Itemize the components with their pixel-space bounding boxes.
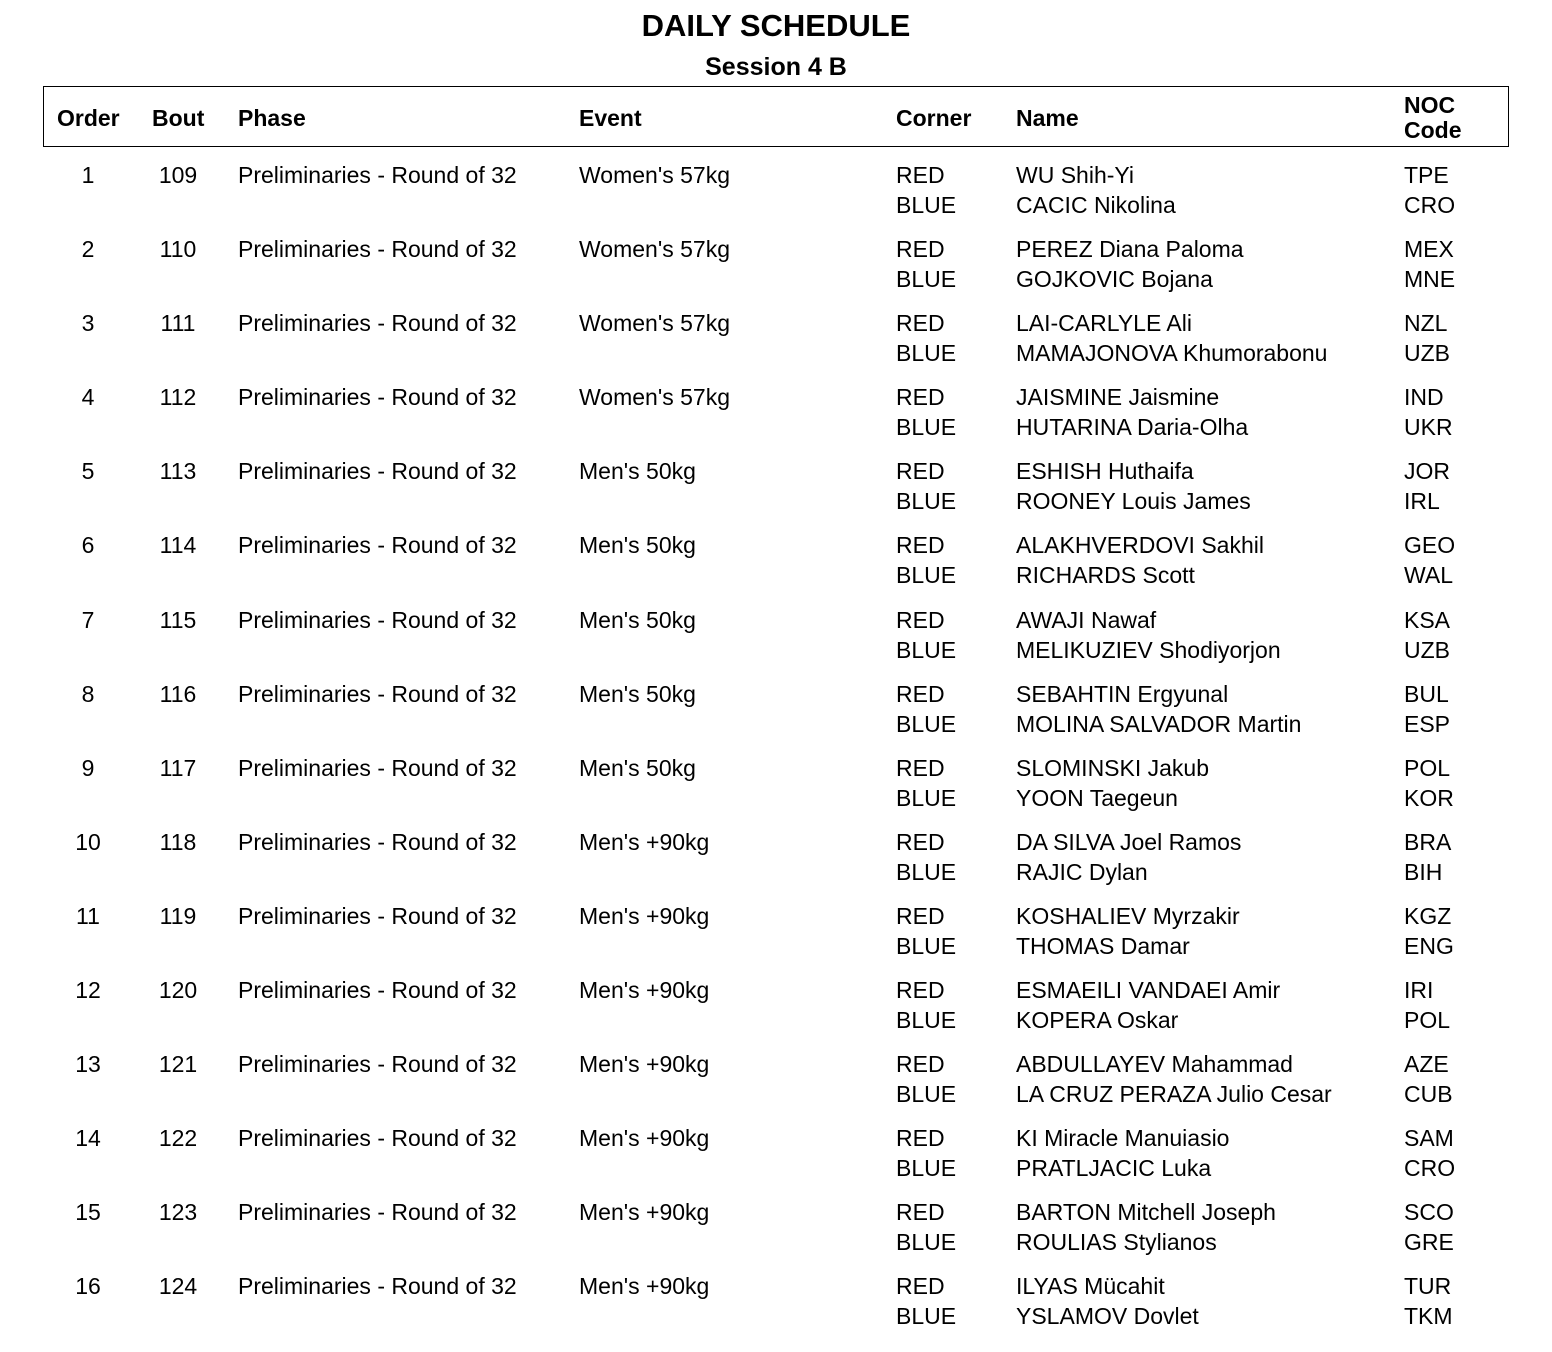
event-cell: Women's 57kg: [579, 162, 730, 188]
red-fighter-name: BARTON Mitchell Joseph: [1016, 1199, 1276, 1226]
event-cell: Men's +90kg: [579, 1051, 710, 1078]
bout-cell: 123: [158, 1199, 198, 1226]
phase-cell: Preliminaries - Round of 32: [238, 1273, 517, 1300]
event-cell: Women's 57kg: [579, 310, 730, 337]
red-corner-label: RED: [896, 754, 945, 781]
blue-fighter-name: GOJKOVIC Bojana: [1016, 266, 1213, 293]
red-noc-code: KGZ: [1404, 902, 1452, 929]
table-row: [0, 234, 1552, 308]
red-fighter-name: SLOMINSKI Jakub: [1016, 754, 1210, 781]
blue-noc-code: ESP: [1404, 710, 1451, 737]
blue-corner-label: BLUE: [896, 636, 957, 663]
bout-cell: 118: [159, 828, 197, 855]
red-corner-label: RED: [896, 828, 945, 855]
order-cell: 10: [75, 828, 101, 855]
table-row: [0, 1271, 1552, 1345]
blue-corner-label: BLUE: [896, 414, 957, 441]
table-row: [0, 901, 1552, 975]
red-corner-label: RED: [896, 1273, 945, 1300]
order-cell: 2: [81, 236, 95, 263]
header-corner: Corner: [896, 105, 972, 131]
phase-cell: Preliminaries - Round of 32: [238, 1125, 517, 1152]
blue-corner-label: BLUE: [896, 858, 957, 885]
table-row: [0, 753, 1552, 827]
phase-cell: Preliminaries - Round of 32: [238, 1199, 517, 1226]
red-fighter-name: WU Shih-Yi: [1016, 162, 1134, 188]
phase-cell: Preliminaries - Round of 32: [238, 384, 517, 411]
red-noc-code: TUR: [1404, 1273, 1452, 1300]
red-corner-label: RED: [896, 384, 945, 411]
phase-cell: Preliminaries - Round of 32: [238, 828, 517, 855]
blue-noc-code: KOR: [1404, 784, 1454, 811]
red-fighter-name: PEREZ Diana Paloma: [1016, 236, 1244, 263]
red-fighter-name: JAISMINE Jaismine: [1016, 384, 1220, 411]
blue-fighter-name: RAJIC Dylan: [1016, 858, 1148, 885]
order-cell: 8: [81, 680, 95, 707]
red-fighter-name: ESMAEILI VANDAEI Amir: [1016, 977, 1281, 1004]
event-cell: Women's 57kg: [579, 384, 730, 411]
table-row: [0, 605, 1552, 679]
table-row: [0, 456, 1552, 530]
bout-cell: 122: [158, 1125, 198, 1152]
phase-cell: Preliminaries - Round of 32: [238, 532, 517, 559]
bout-cell: 121: [158, 1051, 198, 1078]
order-cell: 4: [81, 384, 95, 411]
order-cell: 1: [81, 162, 95, 188]
blue-fighter-name: RICHARDS Scott: [1016, 562, 1195, 589]
event-cell: Men's +90kg: [579, 977, 710, 1004]
header-noc-line2: Code: [1404, 117, 1462, 143]
blue-fighter-name: PRATLJACIC Luka: [1016, 1155, 1212, 1182]
bout-cell: 124: [158, 1273, 198, 1300]
header-name: Name: [1016, 105, 1079, 131]
phase-cell: Preliminaries - Round of 32: [238, 902, 517, 929]
blue-corner-label: BLUE: [896, 784, 957, 811]
table-row: [0, 1197, 1552, 1271]
red-noc-code: POL: [1404, 754, 1451, 781]
order-cell: 12: [75, 977, 101, 1004]
blue-fighter-name: YOON Taegeun: [1016, 784, 1178, 811]
blue-fighter-name: KOPERA Oskar: [1016, 1007, 1179, 1034]
bout-cell: 116: [159, 680, 197, 707]
red-fighter-name: KI Miracle Manuiasio: [1016, 1125, 1230, 1152]
blue-corner-label: BLUE: [896, 710, 957, 737]
red-fighter-name: KOSHALIEV Myrzakir: [1016, 902, 1240, 929]
order-cell: 9: [81, 754, 95, 781]
red-fighter-name: SEBAHTIN Ergyunal: [1016, 680, 1229, 707]
blue-fighter-name: LA CRUZ PERAZA Julio Cesar: [1016, 1081, 1332, 1108]
bout-cell: 110: [159, 236, 197, 263]
phase-cell: Preliminaries - Round of 32: [238, 606, 517, 633]
phase-cell: Preliminaries - Round of 32: [238, 754, 517, 781]
red-corner-label: RED: [896, 606, 945, 633]
phase-cell: Preliminaries - Round of 32: [238, 1051, 517, 1078]
order-cell: 15: [75, 1199, 101, 1226]
blue-fighter-name: ROULIAS Stylianos: [1016, 1229, 1217, 1256]
table-row: [0, 1049, 1552, 1123]
phase-cell: Preliminaries - Round of 32: [238, 458, 517, 485]
blue-corner-label: BLUE: [896, 1229, 957, 1256]
event-cell: Men's 50kg: [579, 458, 696, 485]
red-corner-label: RED: [896, 680, 945, 707]
table-row: [0, 308, 1552, 382]
red-corner-label: RED: [896, 977, 945, 1004]
red-noc-code: BUL: [1404, 680, 1449, 707]
blue-corner-label: BLUE: [896, 1155, 957, 1182]
order-cell: 13: [75, 1051, 101, 1078]
red-corner-label: RED: [896, 310, 945, 337]
session-subtitle: Session 4 B: [705, 53, 847, 81]
red-noc-code: NZL: [1404, 310, 1448, 337]
red-noc-code: SAM: [1404, 1125, 1454, 1152]
table-row: [0, 1123, 1552, 1197]
order-cell: 16: [75, 1273, 101, 1300]
blue-corner-label: BLUE: [896, 1303, 957, 1330]
blue-noc-code: CRO: [1404, 1155, 1456, 1182]
schedule-rows: [0, 160, 1552, 1346]
red-fighter-name: ESHISH Huthaifa: [1016, 458, 1194, 485]
red-noc-code: IND: [1404, 384, 1444, 411]
blue-noc-code: CRO: [1404, 192, 1456, 218]
blue-noc-code: UZB: [1404, 340, 1450, 367]
red-noc-code: BRA: [1404, 828, 1452, 855]
blue-fighter-name: CACIC Nikolina: [1016, 192, 1176, 218]
blue-noc-code: MNE: [1404, 266, 1456, 293]
table-row: [0, 160, 1552, 234]
bout-cell: 112: [159, 384, 197, 411]
event-cell: Men's 50kg: [579, 680, 696, 707]
header-event: Event: [579, 105, 642, 131]
red-corner-label: RED: [896, 1051, 945, 1078]
blue-corner-label: BLUE: [896, 1081, 957, 1108]
red-noc-code: AZE: [1404, 1051, 1449, 1078]
blue-noc-code: POL: [1404, 1007, 1451, 1034]
red-corner-label: RED: [896, 1199, 945, 1226]
event-cell: Women's 57kg: [579, 236, 730, 263]
red-noc-code: TPE: [1404, 162, 1449, 188]
red-noc-code: MEX: [1404, 236, 1454, 263]
red-fighter-name: AWAJI Nawaf: [1016, 606, 1157, 633]
blue-corner-label: BLUE: [896, 340, 957, 367]
blue-fighter-name: HUTARINA Daria-Olha: [1016, 414, 1249, 441]
red-fighter-name: LAI-CARLYLE Ali: [1016, 310, 1192, 337]
order-cell: 6: [81, 532, 95, 559]
blue-corner-label: BLUE: [896, 488, 957, 515]
phase-cell: Preliminaries - Round of 32: [238, 977, 517, 1004]
header-bout: Bout: [152, 105, 205, 131]
blue-noc-code: CUB: [1404, 1081, 1453, 1108]
phase-cell: Preliminaries - Round of 32: [238, 162, 517, 188]
header-phase: Phase: [238, 105, 306, 131]
red-corner-label: RED: [896, 902, 945, 929]
red-corner-label: RED: [896, 532, 945, 559]
phase-cell: Preliminaries - Round of 32: [238, 680, 517, 707]
blue-fighter-name: MELIKUZIEV Shodiyorjon: [1016, 636, 1281, 663]
table-row: [0, 530, 1552, 604]
blue-noc-code: TKM: [1404, 1303, 1453, 1330]
table-row: [0, 679, 1552, 753]
order-cell: 14: [75, 1125, 101, 1152]
event-cell: Men's 50kg: [579, 606, 696, 633]
blue-noc-code: WAL: [1404, 562, 1453, 589]
blue-fighter-name: THOMAS Damar: [1016, 932, 1190, 959]
blue-corner-label: BLUE: [896, 266, 957, 293]
red-corner-label: RED: [896, 1125, 945, 1152]
bout-cell: 115: [159, 606, 197, 633]
order-cell: 7: [81, 606, 95, 633]
blue-corner-label: BLUE: [896, 192, 957, 218]
blue-fighter-name: MOLINA SALVADOR Martin: [1016, 710, 1302, 737]
event-cell: Men's 50kg: [579, 754, 696, 781]
table-row: [0, 827, 1552, 901]
red-corner-label: RED: [896, 236, 945, 263]
table-row: [0, 382, 1552, 456]
event-cell: Men's +90kg: [579, 828, 710, 855]
blue-noc-code: BIH: [1404, 858, 1443, 885]
blue-corner-label: BLUE: [896, 932, 957, 959]
order-cell: 3: [81, 310, 95, 337]
event-cell: Men's +90kg: [579, 1273, 710, 1300]
blue-fighter-name: ROONEY Louis James: [1016, 488, 1251, 515]
header-order: Order: [57, 105, 120, 131]
bout-cell: 117: [159, 754, 197, 781]
red-noc-code: IRI: [1404, 977, 1434, 1004]
bout-cell: 120: [158, 977, 198, 1004]
blue-noc-code: IRL: [1404, 488, 1440, 515]
bout-cell: 113: [159, 458, 197, 485]
blue-corner-label: BLUE: [896, 562, 957, 589]
blue-noc-code: ENG: [1404, 932, 1454, 959]
blue-fighter-name: YSLAMOV Dovlet: [1016, 1303, 1199, 1330]
event-cell: Men's 50kg: [579, 532, 696, 559]
bout-cell: 111: [160, 310, 196, 337]
order-cell: 5: [81, 458, 95, 485]
red-fighter-name: DA SILVA Joel Ramos: [1016, 828, 1242, 855]
page-title: DAILY SCHEDULE: [641, 8, 911, 43]
phase-cell: Preliminaries - Round of 32: [238, 236, 517, 263]
blue-noc-code: GRE: [1404, 1229, 1454, 1256]
event-cell: Men's +90kg: [579, 1125, 710, 1152]
blue-noc-code: UZB: [1404, 636, 1450, 663]
red-fighter-name: ILYAS Mücahit: [1016, 1273, 1165, 1300]
red-noc-code: KSA: [1404, 606, 1451, 633]
blue-corner-label: BLUE: [896, 1007, 957, 1034]
bout-cell: 119: [159, 902, 197, 929]
red-noc-code: SCO: [1404, 1199, 1454, 1226]
blue-noc-code: UKR: [1404, 414, 1453, 441]
red-corner-label: RED: [896, 162, 945, 188]
blue-fighter-name: MAMAJONOVA Khumorabonu: [1016, 340, 1328, 367]
red-noc-code: JOR: [1404, 458, 1450, 485]
red-corner-label: RED: [896, 458, 945, 485]
order-cell: 11: [76, 902, 100, 929]
phase-cell: Preliminaries - Round of 32: [238, 310, 517, 337]
table-row: [0, 975, 1552, 1049]
table-header: [43, 86, 1509, 147]
red-noc-code: GEO: [1404, 532, 1456, 559]
event-cell: Men's +90kg: [579, 1199, 710, 1226]
bout-cell: 109: [158, 162, 198, 188]
header-noc-line1: NOC: [1404, 92, 1456, 118]
event-cell: Men's +90kg: [579, 902, 710, 929]
bout-cell: 114: [159, 532, 197, 559]
red-fighter-name: ALAKHVERDOVI Sakhil: [1016, 532, 1264, 559]
red-fighter-name: ABDULLAYEV Mahammad: [1016, 1051, 1293, 1078]
